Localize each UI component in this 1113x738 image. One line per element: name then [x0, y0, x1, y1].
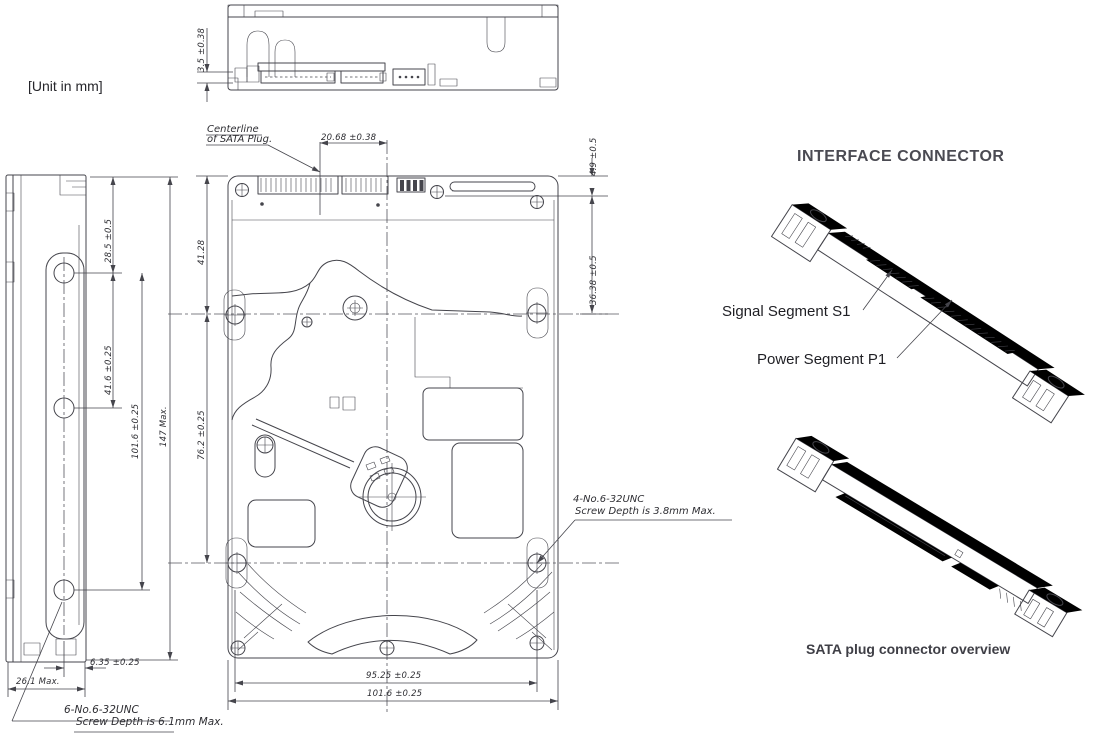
note-centerline-line2: of SATA Plug.	[207, 134, 273, 145]
dim-length-max: 147 Max.	[159, 406, 169, 447]
note-centerline-line1: Centerline	[207, 124, 259, 135]
dim-connector-height: 3.5 ±0.38	[197, 27, 207, 72]
note-side-screws-line1: 6-No.6-32UNC	[64, 704, 139, 716]
dim-side-hole-span: 101.6 ±0.25	[131, 403, 141, 459]
dim-height-max: 26.1 Max.	[16, 677, 60, 687]
dim-screw-span-right: 36.38 ±0.5	[589, 255, 599, 305]
unit-note: [Unit in mm]	[28, 78, 103, 94]
interface-connector-title: INTERFACE CONNECTOR	[797, 148, 1005, 165]
dim-top-to-centerline: 41.28	[197, 239, 207, 265]
dim-overall-width: 101.6 ±0.25	[367, 689, 423, 699]
dim-top-to-screw: 4.9 ±0.5	[589, 137, 599, 176]
dim-plug-centerline-offset: 20.68 ±0.38	[321, 133, 377, 143]
drawing-top-side-elevation	[195, 0, 570, 112]
dim-bottom-hole-span: 95.25 ±0.25	[366, 671, 422, 681]
drawing-sata-plug-overview	[770, 425, 1113, 640]
dim-side-top-to-hole: 28.5 ±0.5	[104, 218, 114, 263]
drawing-bottom-view	[160, 120, 780, 738]
dim-side-hole-pitch: 41.6 ±0.25	[104, 345, 114, 395]
note-bottom-screws-line2: Screw Depth is 3.8mm Max.	[575, 506, 716, 517]
signal-segment-label: Signal Segment S1	[722, 303, 851, 320]
dim-centerline-span: 76.2 ±0.25	[197, 410, 207, 460]
sata-plug-caption: SATA plug connector overview	[806, 641, 1011, 657]
note-side-screws-line2: Screw Depth is 6.1mm Max.	[76, 716, 224, 728]
note-bottom-screws-line1: 4-No.6-32UNC	[573, 494, 645, 505]
dim-hole-to-edge: 6.35 ±0.25	[90, 658, 140, 668]
power-segment-label: Power Segment P1	[757, 351, 887, 368]
drawing-interface-connector	[770, 168, 1113, 428]
